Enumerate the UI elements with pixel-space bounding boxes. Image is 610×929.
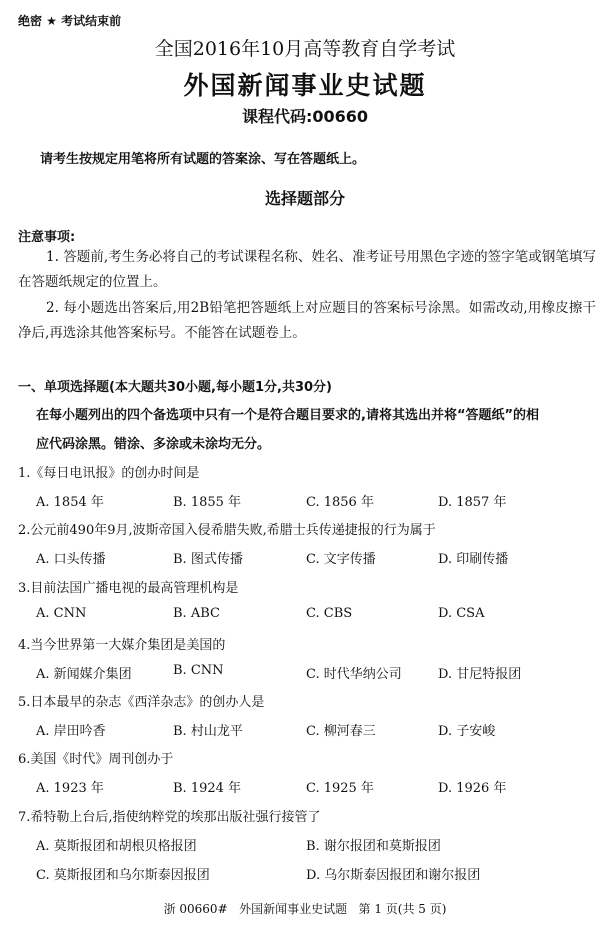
- option-b: B. ABC: [173, 606, 220, 621]
- note-item-2: [18, 296, 596, 346]
- option-d: D. 1857 年: [438, 495, 507, 510]
- option-c: C. CBS: [306, 606, 353, 621]
- option-a: A. 莫斯报团和胡根贝格报团: [36, 839, 197, 854]
- secret-mark: 绝密 ★ 考试结束前: [18, 14, 122, 28]
- course-code: 课程代码:00660: [241, 107, 369, 126]
- subject-title: 外国新闻事业史试题: [183, 71, 427, 100]
- question-stem: 2.公元前490年9月,波斯帝国入侵希腊失败,希腊士兵传递捷报的行为属于: [18, 523, 436, 538]
- option-a: A. 新闻媒介集团: [36, 667, 132, 682]
- option-c: C. 1856 年: [306, 495, 374, 510]
- option-d: D. 甘尼特报团: [438, 667, 522, 682]
- option-d: D. 子安峻: [438, 724, 496, 739]
- option-b: B. 1855 年: [173, 495, 242, 510]
- option-b: B. 图式传播: [173, 552, 243, 567]
- note-item-1-text: 1. 答题前,考生务必将自己的考试课程名称、姓名、准考证号用黑色字迹的签字笔或钢笔填写在答题纸规定的位置上。: [18, 249, 596, 290]
- option-c: C. 1925 年: [306, 781, 374, 796]
- option-d: D. 1926 年: [438, 781, 507, 796]
- question-stem: 7.希特勒上台后,指使纳粹党的埃那出版社强行接管了: [18, 810, 321, 825]
- note-item-2-text: 2. 每小题选出答案后,用2B铅笔把答题纸上对应题目的答案标号涂黑。如需改动,用橡皮擦干净后,再选涂其他答案标号。不能答在试题卷上。: [18, 300, 596, 341]
- option-a: A. 岸田吟香: [36, 724, 106, 739]
- answer-instruction: 请考生按规定用笔将所有试题的答案涂、写在答题纸上。: [40, 152, 366, 167]
- page-footer: 浙 00660# 外国新闻事业史试题 第 1 页(共 5 页): [163, 902, 447, 916]
- section-title: 选择题部分: [264, 189, 345, 208]
- option-d: D. CSA: [438, 606, 485, 621]
- note-item-1: [18, 245, 596, 295]
- question-stem: 1.《每日电讯报》的创办时间是: [18, 466, 200, 481]
- option-a: A. 1923 年: [36, 781, 104, 796]
- option-d: D. 印刷传播: [438, 552, 509, 567]
- part1-instruction-line1: 在每小题列出的四个备选项中只有一个是符合题目要求的,请将其选出并将“答题纸”的相: [36, 408, 540, 423]
- part1-heading: 一、单项选择题(本大题共30小题,每小题1分,共30分): [18, 380, 332, 395]
- option-b: B. 1924 年: [173, 781, 242, 796]
- option-b: B. 村山龙平: [173, 724, 243, 739]
- question-stem: 5.日本最早的杂志《西洋杂志》的创办人是: [18, 695, 265, 710]
- notes-heading: 注意事项:: [18, 230, 76, 245]
- option-c: C. 柳河春三: [306, 724, 376, 739]
- option-c: C. 莫斯报团和乌尔斯泰因报团: [36, 868, 210, 883]
- option-a: A. CNN: [36, 606, 87, 621]
- question-stem: 4.当今世界第一大媒介集团是美国的: [18, 638, 226, 653]
- part1-instruction-line2: 应代码涂黑。错涂、多涂或未涂均无分。: [36, 437, 271, 452]
- option-a: A. 1854 年: [36, 495, 104, 510]
- question-stem: 6.美国《时代》周刊创办于: [18, 752, 174, 767]
- option-c: C. 文字传播: [306, 552, 376, 567]
- option-c: C. 时代华纳公司: [306, 667, 402, 682]
- exam-line: 全国2016年10月高等教育自学考试: [154, 38, 456, 60]
- option-b: B. 谢尔报团和莫斯报团: [306, 839, 441, 854]
- question-stem: 3.目前法国广播电视的最高管理机构是: [18, 581, 239, 596]
- option-b: B. CNN: [173, 663, 224, 678]
- option-a: A. 口头传播: [36, 552, 106, 567]
- option-d: D. 乌尔斯泰因报团和谢尔报团: [306, 868, 481, 883]
